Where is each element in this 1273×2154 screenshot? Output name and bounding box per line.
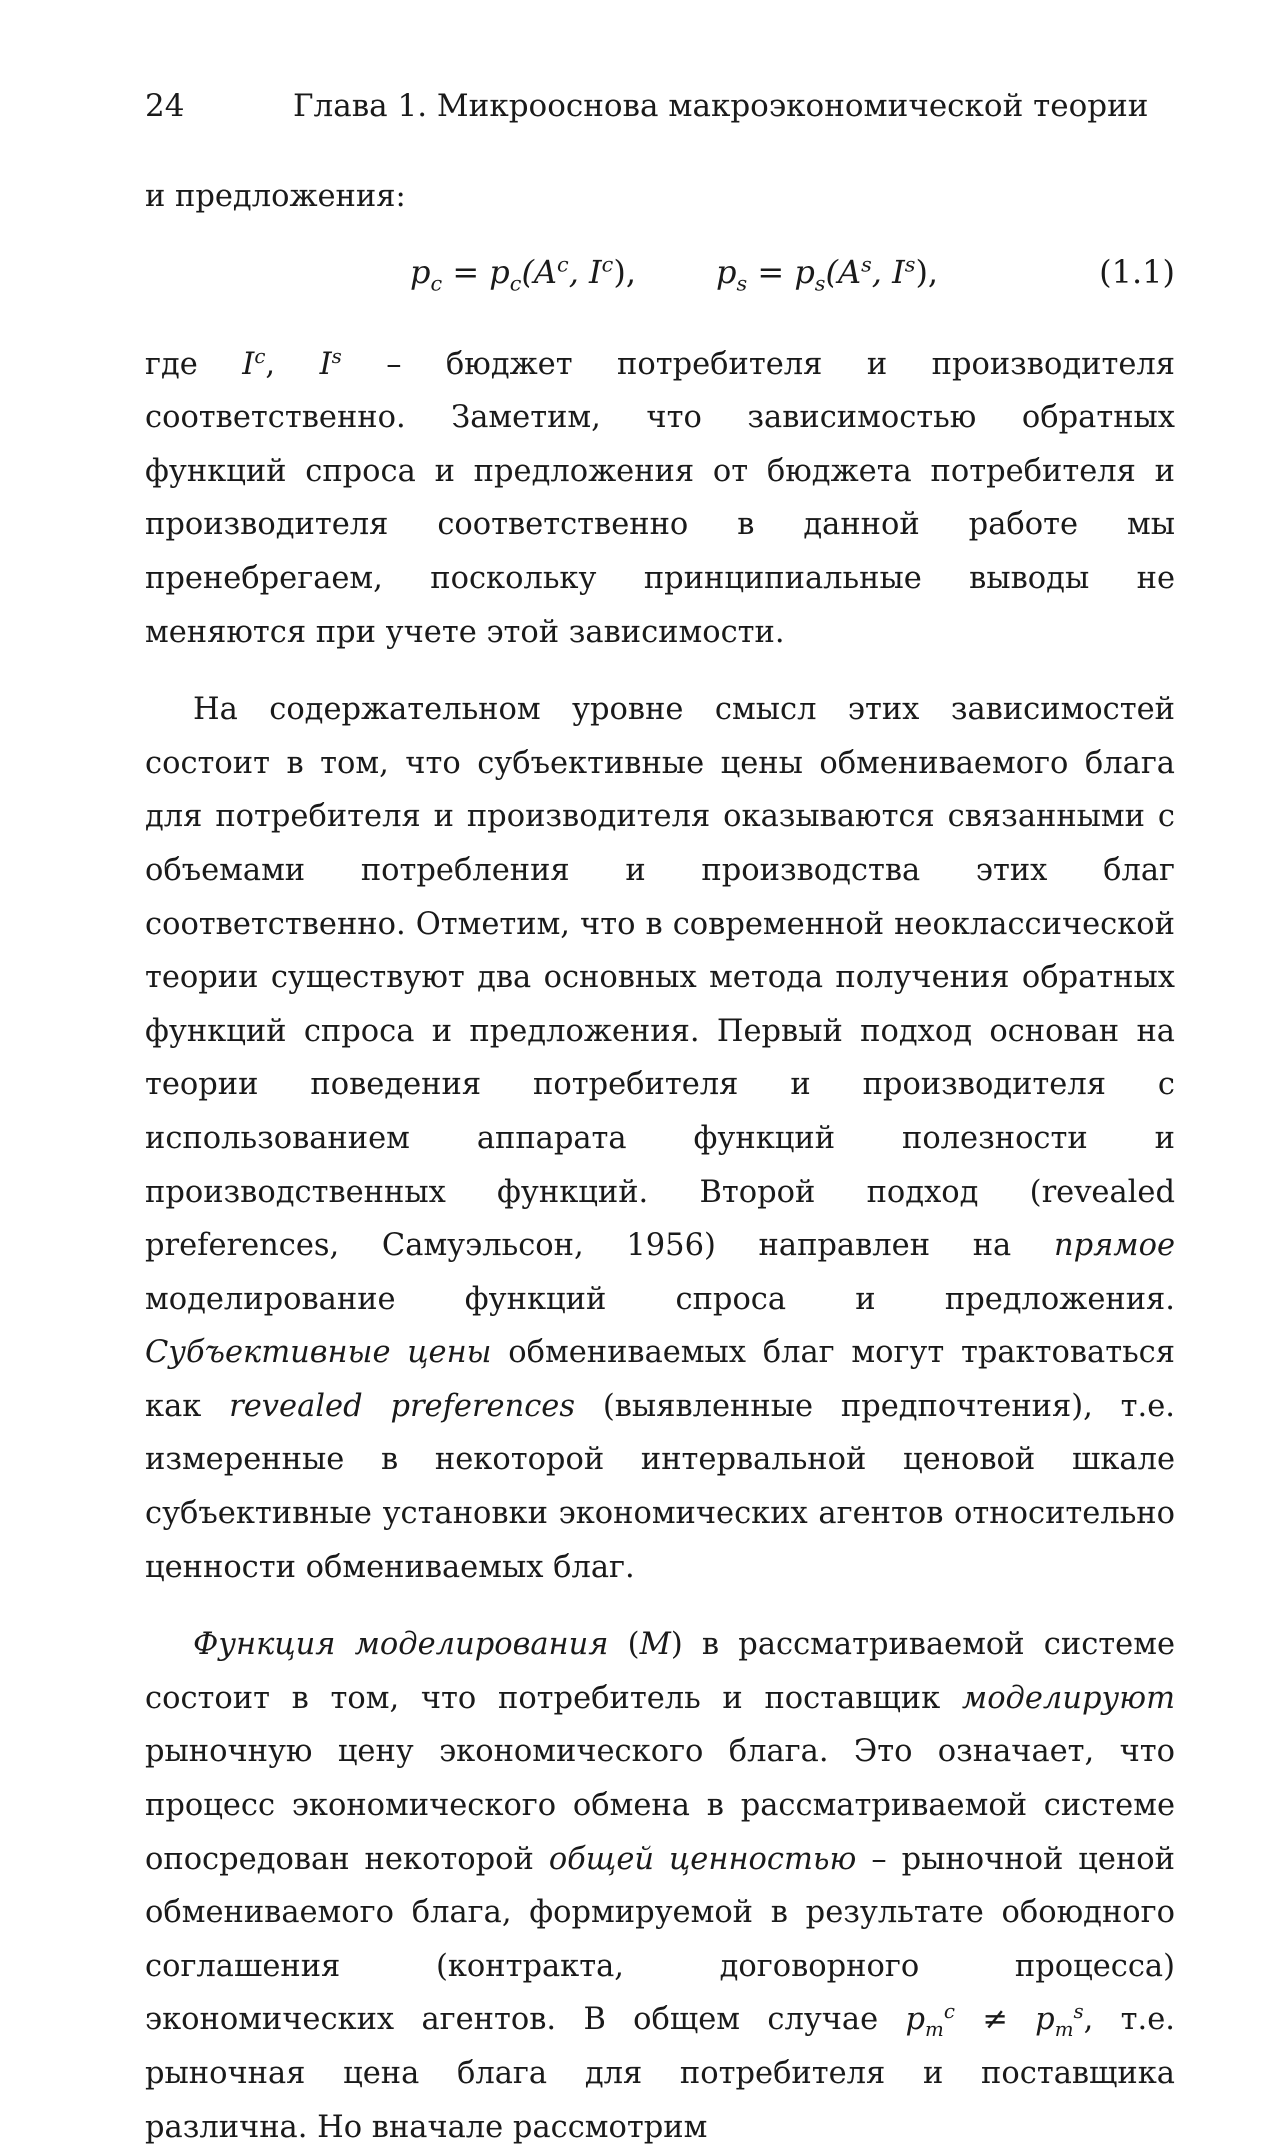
equation-number: (1.1) <box>1099 252 1175 291</box>
intro-line: и предложения: <box>145 179 406 214</box>
paragraph-1: где $I^c$, $I^s$ – бюджет потребителя и производителя соответственно. Заметим, что зависимостью обратных функций спроса и предложения от бюджета потребителя и производителя соответственно в данной работе мы пренебрегаем, поскольку принципиальные выводы не меняются при учете этой зависимости. <box>145 344 1175 650</box>
running-head <box>145 86 1149 126</box>
equation-1-1 <box>145 230 1175 330</box>
paragraph-2: На содержательном уровне смысл этих зависимостей состоит в том, что субъективные цены обмениваемого блага для потребителя и производителя оказываются связанными с объемами потребления и производства этих благ соответственно. Отметим, что в современной неоклассической теории существуют два основных метода получения обратных функций спроса и предложения. Первый подход основан на теории поведения потребителя и производителя с использованием аппарата функций полезности и производственных функций. Второй подход (revealed preferences, Самуэльсон, 1956) направлен на прямое моделирование функций спроса и предложения. Субъективные цены обмениваемых благ могут трактоваться как revealed preferences (выявленные предпочтения), т.е. измеренные в некоторой интервальной ценовой шкале субъективные установки экономических агентов относительно ценности обмениваемых благ. <box>145 692 1175 1585</box>
formula-expression: $p_c = p_c(A^c$, $I^c$), $p_s = p_s(A^s$, $I^s$), <box>410 251 939 295</box>
body-text <box>145 170 1175 2154</box>
page-number: 24 <box>145 88 185 124</box>
chapter-title: Глава 1. Микрооснова макроэкономической теории <box>293 88 1149 124</box>
paragraph-3: Функция моделирования (M) в рассматриваемой системе состоит в том, что потребитель и поставщик моделируют рыночную цену экономического блага. Это означает, что процесс экономического обмена в рассматриваемой системе опосредован некоторой общей ценностью – рыночной ценой обмениваемого блага, формируемой в результате обоюдного соглашения (контракта, договорного процесса) экономических агентов. В общем случае $p_m^c \ne p_m^s$, т.е. рыночная цена блага для потребителя и поставщика различна. Но вначале рассмотрим <box>145 1627 1175 2145</box>
